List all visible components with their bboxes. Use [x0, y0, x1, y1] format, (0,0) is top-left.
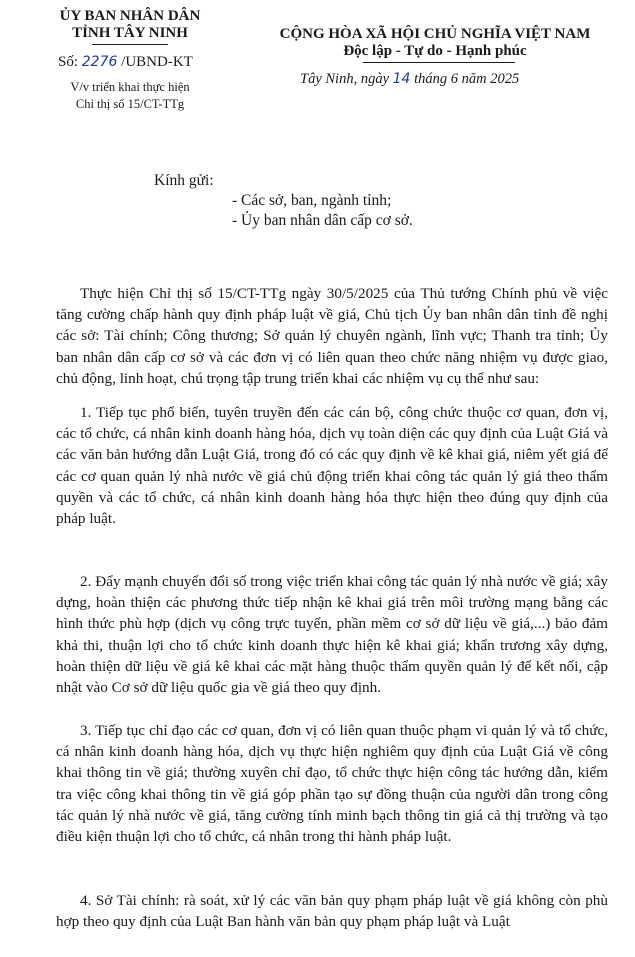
document-number-label: Số: [58, 54, 79, 70]
intro-paragraph: Thực hiện Chỉ thị số 15/CT-TTg ngày 30/5/2025 của Thủ tướng Chính phủ về việc tăng cường chấp hành quy định pháp luật về giá, Chủ tịch Ủy ban nhân dân tỉnh đề nghị các sở: Tài chính; Công thương; Sở quản lý chuyên ngành, lĩnh vực; Thanh tra tỉnh; Ủy ban nhân dân cấp cơ sở và các đơn vị có liên quan theo chức năng nhiệm vụ được giao, chủ động, linh hoạt, chú trọng tập trung triển khai các nhiệm vụ cụ thể như sau: [56, 285, 608, 387]
document-number [58, 54, 193, 71]
item-1-paragraph: 1. Tiếp tục phổ biến, tuyên truyền đến các cán bộ, công chức thuộc cơ quan, đơn vị, các tổ chức, cá nhân kinh doanh hàng hóa, dịch vụ toàn diện các quy định của Luật Giá và các văn bản hướng dẫn Luật Giá, trong đó có các quy định về kê khai giá, niêm yết giá để các cơ quan quản lý nhà nước về giá chủ động triển khai công tác quản lý giá theo thẩm quyền và các tổ chức, cá nhân kinh doanh hàng hóa thực hiện theo đúng quy định của pháp luật. [56, 404, 608, 528]
date-suffix: tháng 6 năm 2025 [414, 71, 520, 87]
recipients-label: Kính gửi: [154, 172, 214, 189]
document-number-suffix: /UBND-KT [121, 54, 193, 70]
recipient-item: - Các sở, ban, ngành tỉnh; [232, 192, 392, 209]
date-prefix: Tây Ninh, ngày [300, 71, 390, 87]
item-3-paragraph: 3. Tiếp tục chỉ đạo các cơ quan, đơn vị có liên quan thuộc phạm vi quản lý và tổ chức, cá nhân kinh doanh hàng hóa, dịch vụ thực hiện nghiêm quy định của Luật Giá về công khai thông tin về giá; thường xuyên chỉ đạo, tổ chức thực hiện công tác hướng dẫn, kiểm tra việc công khai thông tin về giá góp phần tạo sự đồng thuận của người dân trong công tác quản lý nhà nước về giá, tăng cường tính minh bạch thông tin giá cả thị trường và tạo điều kiện thuận lợi cho tổ chức, cá nhân trong thi hành pháp luật. [56, 722, 608, 846]
subject-line-2: Chỉ thị số 15/CT-TTg [75, 97, 185, 111]
issue-date [300, 71, 519, 88]
handwritten-day: 14 [392, 71, 411, 87]
header-right-rule [363, 62, 515, 63]
header-left-rule [92, 44, 168, 45]
item-2-paragraph: 2. Đẩy mạnh chuyển đổi số trong việc triển khai công tác quản lý nhà nước về giá; xây dựng, hoàn thiện các phương thức tiếp nhận kê khai giá trên môi trường mạng bằng các hình thức phù hợp (dịch vụ công trực tuyến, phần mềm cơ sở dữ liệu về giá,...) bảo đảm khả thi, thuận lợi cho tổ chức kinh doanh thực hiện kê khai giá; khẩn trương xây dựng, hoàn thiện dữ liệu về giá kê khai các mặt hàng thuộc thẩm quyền quản lý để kết nối, cập nhật vào Cơ sở dữ liệu quốc gia về giá theo quy định. [56, 573, 608, 697]
recipient-item: - Ủy ban nhân dân cấp cơ sở. [232, 212, 413, 229]
item-4-paragraph: 4. Sở Tài chính: rà soát, xử lý các văn bản quy phạm pháp luật về giá không còn phù hợp theo quy định của Luật Ban hành văn bản quy phạm pháp luật và Luật [56, 892, 608, 931]
handwritten-number: 2276 [81, 54, 118, 70]
national-motto: Độc lập - Tự do - Hạnh phúc [343, 43, 527, 59]
national-title: CỘNG HÒA XÃ HỘI CHỦ NGHĨA VIỆT NAM [279, 26, 591, 42]
agency-name: ỦY BAN NHÂN DÂN [59, 8, 201, 24]
subject-line-1: V/v triển khai thực hiện [70, 80, 190, 94]
province-name: TỈNH TÂY NINH [72, 25, 188, 41]
